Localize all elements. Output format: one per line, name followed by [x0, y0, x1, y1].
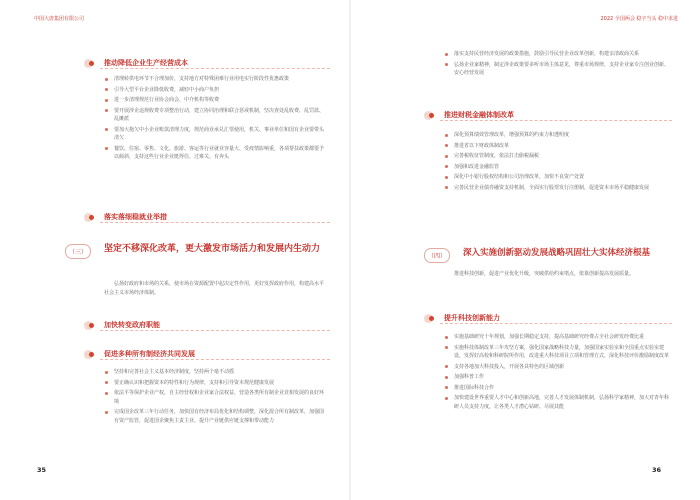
bullet-dot-icon: [445, 165, 448, 168]
list-item: 餐饮、住宿、零售、文化、旅游、客运等行业就业容量大、受疫情影响重，各项帮扶政策都要予以倾斜，支持这些行业企业挺得住、过难关、有奔头: [104, 145, 326, 162]
bullet-dot-icon: [445, 376, 448, 379]
list-item: 清理转供电环节不合理加价，支持地方对特殊困难行业用电实行阶段性优惠政策: [104, 75, 326, 84]
bullet-circle-icon: [424, 313, 440, 323]
bullet-dot-icon: [445, 186, 448, 189]
dashed-divider: [100, 359, 330, 360]
bullet-dot-icon: [105, 88, 108, 91]
subheading-title: 落实落细稳就业举措: [104, 213, 167, 221]
list-item: 要正确认识和把握资本的特性和行为规律，支持和引导资本规范健康发展: [104, 379, 326, 388]
bullet-dot-icon: [105, 381, 108, 384]
subheading-title: 推进财税金融体制改革: [444, 111, 514, 119]
section-title: 坚定不移深化改革，更大激发市场活力和发展内生动力: [104, 244, 321, 254]
bullet-circle-icon: [424, 110, 440, 120]
subheading-title: 提升科技创新能力: [444, 314, 500, 322]
bullet-circle-icon: [84, 349, 100, 359]
bullet-circle-icon: [84, 212, 100, 222]
bullet-dot-icon: [105, 128, 108, 131]
bullet-dot-icon: [445, 346, 448, 349]
section-four-heading: [424, 247, 686, 263]
subheading-reduce-costs: [84, 58, 188, 68]
header-slogan: 2022 全国两会 稳字当头 稳中求进: [600, 16, 678, 22]
bullet-dot-icon: [445, 155, 448, 158]
dashed-divider: [440, 120, 672, 121]
subheading-ownership-economy: [84, 349, 195, 359]
list-item: 完成国企改革三年行动任务，加快国有经济布局优化和结构调整，深化混合所有制改革，加强国有资产监管，促进国企聚焦主责主业、提升产业链供应链支撑和带动能力: [104, 408, 326, 425]
bullet-dot-icon: [445, 134, 448, 137]
list-item: 深化中小银行股权结构和公司治理改革，加快不良资产处置: [444, 173, 672, 182]
section-three-paragraph: 弘扬好政府和市场的关系，使市场在资源配置中起决定性作用，更好发挥政府作用，构建高水平社会主义市场经济体制。: [104, 281, 325, 296]
bullet-dot-icon: [445, 144, 448, 147]
bullet-circle-icon: [84, 320, 100, 330]
bullet-dot-icon: [105, 78, 108, 81]
list-item: 完善税收征管制度，依法打击偷税漏税: [444, 152, 672, 161]
dashed-divider: [100, 222, 330, 223]
subheading-title: 促进多种所有制经济共同发展: [104, 350, 195, 358]
private-economy-list: [444, 50, 672, 80]
list-item: 要开展涉企违规收费专项整治行动，建立协同治理和联合惩戒机制，坚决查处乱收费、乱罚款、乱摊派: [104, 107, 326, 124]
list-item: 落实支持民营经济发展的政策措施，鼓励引导民营企业改革创新，构建亲清政商关系: [444, 50, 672, 59]
section-number-badge: （四）: [424, 248, 450, 263]
list-item: 加快建设世界重要人才中心和创新高地，完善人才发展体制机制，弘扬科学家精神，加大对青年科研人员支持力度，让各类人才潜心钻研、尽展其能: [444, 394, 672, 411]
bullet-dot-icon: [445, 386, 448, 389]
bullet-dot-icon: [445, 176, 448, 179]
bullet-dot-icon: [105, 109, 108, 112]
subheading-fiscal-reform: [424, 110, 514, 120]
section-title: 深入实施创新驱动发展战略巩固壮大实体经济根基: [463, 248, 651, 258]
list-item: 推进省以下财政体制改革: [444, 142, 672, 151]
header-company-name: 中国大唐集团有限公司: [34, 16, 85, 22]
bullet-dot-icon: [445, 53, 448, 56]
dashed-divider: [100, 68, 330, 69]
bullet-dot-icon: [445, 336, 448, 339]
page-number: 35: [37, 466, 47, 474]
bullet-circle-icon: [84, 58, 100, 68]
bullet-dot-icon: [105, 411, 108, 414]
bullet-dot-icon: [105, 147, 108, 150]
list-item: 支持各地加大科技投入，开展各具特色的区域创新: [444, 363, 672, 372]
subheading-employment: [84, 212, 167, 222]
list-item: 进一步清理规范行业协会商会、中介机构等收费: [104, 96, 326, 105]
bullet-dot-icon: [445, 397, 448, 400]
bullet-dot-icon: [445, 365, 448, 368]
bullet-dot-icon: [445, 63, 448, 66]
section-number-badge: （三）: [65, 244, 91, 259]
fiscal-reform-list: [444, 131, 672, 194]
list-item: 实施基础研究十年规划，加强长期稳定支持，提高基础研究经费占全社会研发经费比重: [444, 333, 672, 342]
cost-reduction-list: [104, 75, 326, 164]
dashed-divider: [440, 323, 672, 324]
section-three-heading: [65, 243, 333, 259]
list-item: 完善民营企业债券融资支持机制，全面实行股票发行注册制，促进资本市场平稳健康发展: [444, 184, 672, 193]
subheading-government-functions: [84, 320, 160, 330]
ownership-list: [104, 368, 326, 427]
dashed-divider: [100, 330, 330, 331]
list-item: 加强科普工作: [444, 373, 672, 382]
subheading-tech-innovation: [424, 313, 500, 323]
list-item: 引导大型平台企业降低收费，减轻中小商户负担: [104, 86, 326, 95]
right-page: [350, 0, 700, 500]
list-item: 深化预算绩效管理改革，增强预算的约束力和透明度: [444, 131, 672, 140]
subheading-title: 推动降低企业生产经营成本: [104, 59, 188, 67]
bullet-dot-icon: [105, 392, 108, 395]
tech-innovation-list: [444, 333, 672, 413]
list-item: 要加大拖欠中小企业账款清理力度，规范商业承兑汇票使用，机关、事业单位和国有企业要带头清欠: [104, 126, 326, 143]
subheading-title: 加快转变政府职能: [104, 321, 160, 329]
list-item: 依法平等保护企业产权，自主经营权和企业家合法权益，营造各类所有制企业竞相发展的良好环境: [104, 389, 326, 406]
bullet-dot-icon: [105, 99, 108, 102]
list-item: 坚持和完善社会主义基本经济制度，坚持两个毫不动摇: [104, 368, 326, 377]
page-number: 36: [651, 466, 661, 474]
bullet-dot-icon: [105, 371, 108, 374]
list-item: 弘扬企业家精神，制定涉企政策要多听市场主体意见，尊重市场规律，支持企业家专注创业创新、安心经营发展: [444, 61, 672, 78]
section-four-paragraph: 推进科技创新，促进产业优化升级，突破供给约束堵点，依靠创新提高发展质量。: [454, 271, 635, 277]
list-item: 推进国际科技合作: [444, 384, 672, 393]
list-item: 实施科技体制改革三年攻坚方案，强化国家战略科技力量，加强国家实验室和全国重点实验室建设，发挥好高校和科研院所作用，改进重大科技项目立项和管理方式，深化科技评价激励制度改革: [444, 344, 672, 361]
list-item: 加强和改进金融监管: [444, 163, 672, 172]
